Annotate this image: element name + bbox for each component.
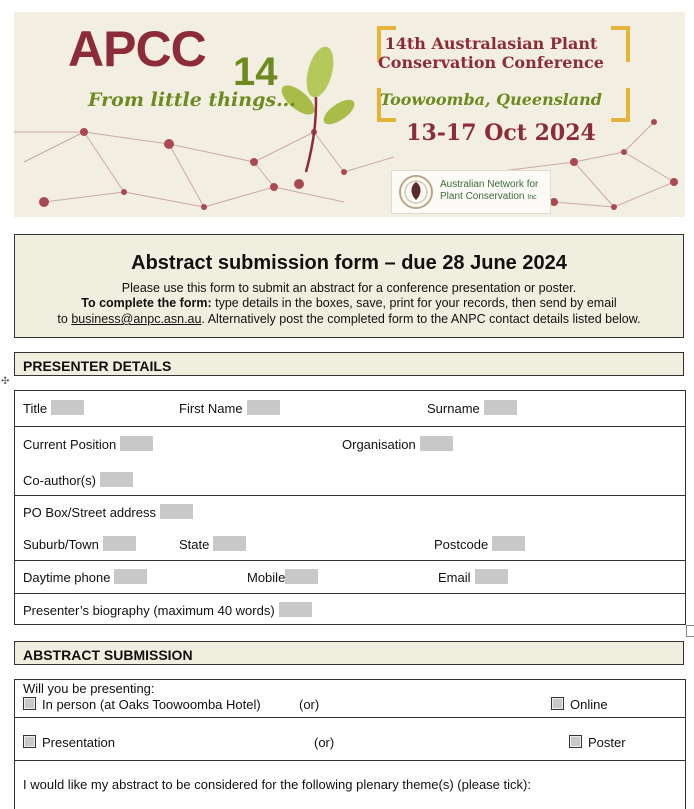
coauthors-input[interactable] bbox=[100, 472, 133, 487]
poster-checkbox[interactable] bbox=[569, 735, 582, 748]
table-move-icon[interactable]: ✣ bbox=[1, 376, 10, 387]
table-row-divider bbox=[15, 717, 685, 718]
presentation-checkbox[interactable] bbox=[23, 735, 36, 748]
first-name-field bbox=[179, 400, 280, 416]
intro-line3-pre: to bbox=[57, 312, 72, 326]
table-row-divider bbox=[15, 593, 685, 594]
mobile-field bbox=[247, 569, 318, 585]
organisation-label: Organisation bbox=[342, 437, 416, 452]
address-label: PO Box/Street address bbox=[23, 505, 156, 520]
conference-dates: 13-17 Oct 2024 bbox=[406, 120, 596, 146]
intro-box bbox=[14, 234, 684, 338]
phone-label: Daytime phone bbox=[23, 570, 111, 585]
mobile-input[interactable] bbox=[285, 569, 318, 584]
suburb-label: Suburb/Town bbox=[23, 537, 99, 552]
phone-field bbox=[23, 569, 147, 585]
mobile-label: Mobile bbox=[247, 570, 286, 585]
surname-label: Surname bbox=[427, 401, 480, 416]
intro-line3 bbox=[15, 312, 683, 327]
online-option bbox=[551, 697, 608, 712]
intro-line2-rest: type details in the boxes, save, print for your records, then send by email bbox=[211, 296, 617, 310]
first-name-label: First Name bbox=[179, 401, 243, 416]
title-field bbox=[23, 400, 84, 416]
title-label: Title bbox=[23, 401, 48, 416]
email-input[interactable] bbox=[475, 569, 508, 584]
in-person-label: In person (at Oaks Toowoomba Hotel) bbox=[42, 697, 261, 712]
intro-line3-post: . Alternatively post the completed form to the ANPC contact details listed below. bbox=[201, 312, 641, 326]
poster-option bbox=[569, 735, 626, 750]
anpc-leaf-icon bbox=[396, 172, 436, 212]
position-input[interactable] bbox=[120, 436, 153, 451]
poster-label: Poster bbox=[588, 735, 626, 750]
conference-location: Toowoomba, Queensland bbox=[380, 90, 602, 109]
conference-banner bbox=[14, 12, 685, 217]
or-text-1: (or) bbox=[299, 697, 320, 712]
email-field bbox=[438, 569, 508, 585]
coauthors-field bbox=[23, 472, 133, 488]
email-label: Email bbox=[438, 570, 471, 585]
in-person-option bbox=[23, 697, 261, 712]
organisation-input[interactable] bbox=[420, 436, 453, 451]
surname-field bbox=[427, 400, 517, 416]
anpc-line1: Australian Network for bbox=[440, 179, 539, 190]
apcc-logo-number: 14 bbox=[233, 50, 278, 94]
email-link[interactable]: business@anpc.asn.au bbox=[71, 312, 202, 326]
table-row-divider bbox=[15, 495, 685, 496]
table-row-divider bbox=[15, 426, 685, 427]
abstract-submission-heading: ABSTRACT SUBMISSION bbox=[14, 641, 684, 665]
postcode-input[interactable] bbox=[492, 536, 525, 551]
conference-title-line2: Conservation Conference bbox=[378, 53, 604, 72]
presentation-option bbox=[23, 735, 115, 750]
abstract-submission-table bbox=[14, 679, 686, 809]
presenting-question: Will you be presenting: bbox=[23, 681, 155, 696]
anpc-logo bbox=[391, 170, 551, 214]
apcc-logo-text: APCC bbox=[68, 21, 206, 77]
surname-input[interactable] bbox=[484, 400, 517, 415]
organisation-field bbox=[342, 436, 453, 452]
table-row-divider bbox=[15, 560, 685, 561]
online-label: Online bbox=[570, 697, 608, 712]
presenter-details-table bbox=[14, 390, 686, 625]
anpc-text bbox=[440, 179, 538, 204]
suburb-field bbox=[23, 536, 136, 552]
bio-input[interactable] bbox=[279, 602, 312, 617]
suburb-input[interactable] bbox=[103, 536, 136, 551]
online-checkbox[interactable] bbox=[551, 697, 564, 710]
intro-line1: Please use this form to submit an abstract for a conference presentation or poster. bbox=[121, 281, 577, 295]
postcode-label: Postcode bbox=[434, 537, 489, 552]
coauthors-label: Co-author(s) bbox=[23, 473, 96, 488]
table-row-divider bbox=[15, 760, 685, 761]
address-input[interactable] bbox=[160, 504, 193, 519]
conference-title-line1: 14th Australasian Plant bbox=[384, 34, 598, 53]
form-title: Abstract submission form – due 28 June 2024 bbox=[131, 252, 567, 274]
position-label: Current Position bbox=[23, 437, 117, 452]
presentation-label: Presentation bbox=[42, 735, 115, 750]
anpc-line2: Plant Conservation bbox=[440, 191, 525, 202]
or-text-2: (or) bbox=[314, 735, 335, 750]
phone-input[interactable] bbox=[114, 569, 147, 584]
intro-line2-bold: To complete the form: bbox=[81, 296, 212, 310]
themes-prompt: I would like my abstract to be considered for the following plenary theme(s) (please tick): bbox=[23, 777, 531, 792]
bio-field bbox=[23, 602, 312, 618]
address-field bbox=[23, 504, 193, 520]
bio-label: Presenter’s biography (maximum 40 words) bbox=[23, 603, 275, 618]
tagline: From little things... bbox=[88, 89, 296, 111]
intro-line2 bbox=[15, 296, 683, 311]
conference-title bbox=[363, 34, 619, 72]
in-person-checkbox[interactable] bbox=[23, 697, 36, 710]
state-label: State bbox=[179, 537, 210, 552]
anpc-suffix: Inc bbox=[527, 194, 537, 201]
postcode-field bbox=[434, 536, 525, 552]
presenter-details-heading: PRESENTER DETAILS bbox=[14, 352, 684, 376]
state-field bbox=[179, 536, 246, 552]
table-resize-handle[interactable] bbox=[686, 625, 694, 637]
state-input[interactable] bbox=[213, 536, 246, 551]
title-input[interactable] bbox=[51, 400, 84, 415]
first-name-input[interactable] bbox=[247, 400, 280, 415]
position-field bbox=[23, 436, 153, 452]
